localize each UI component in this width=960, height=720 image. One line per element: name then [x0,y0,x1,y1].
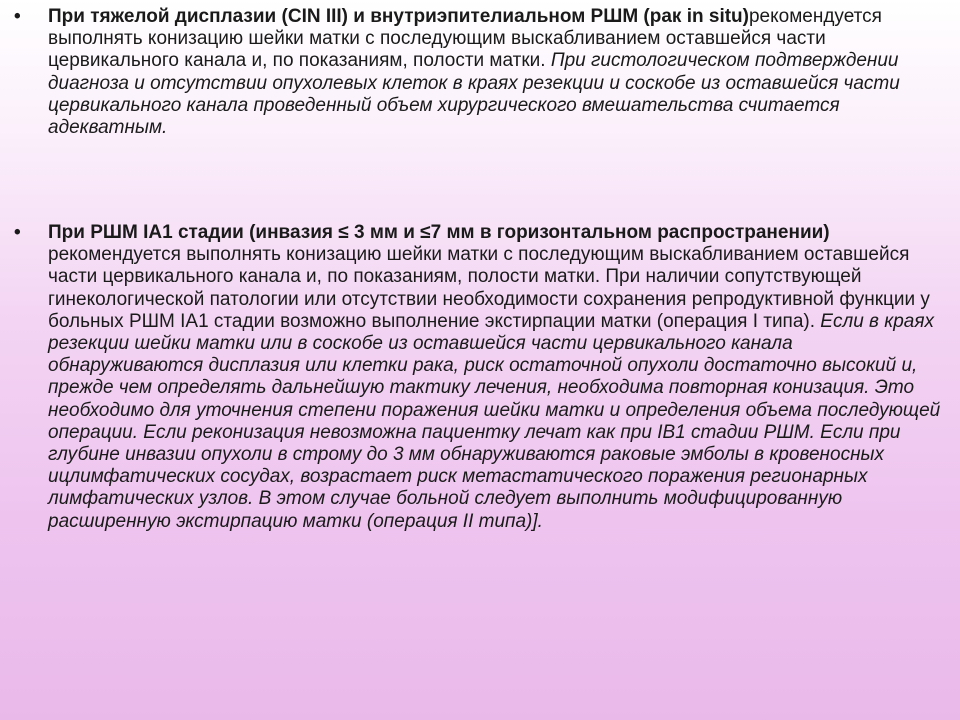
bullet-item-cin3 [8,6,948,139]
bullet-icon: • [14,222,21,243]
bullet-bold-lead: При РШМ IA1 стадии (инвазия ≤ 3 мм и ≤7 мм в горизонтальном распространении) [48,222,830,243]
bullet-body-text: рекомендуется выполнять конизацию шейки матки с последующим выскабливанием оставшейся части цервикального канала и, по показаниям, полости матки. [48,6,882,72]
bullet-body-text: рекомендуется выполнять конизацию шейки матки с последующим выскабливанием оставшейся части цервикального канала и, по показаниям, полости матки. При наличии сопутствующей гинекологической патологии или отсутствии необходимости сохранения репродуктивной функции у больных РШМ IA1 стадии возможно выполнение экстирпации матки (операция I типа). [48,244,930,332]
bullet-italic-text: Если в краях резекции шейки матки или в соскобе из оставшейся части цервикального канала обнаруживаются дисплазия или клетки рака, риск остаточной опухоли достаточно высокий и, прежде чем определять дальнейшую тактику лечения, необходима повторная конизация. Это необходимо для уточнения степени поражения шейки матки и определения объема последующей операции. Если реконизация невозможна пациентку лечат как при IB1 стадии РШМ. Если при глубине инвазии опухоли в строму до 3 мм обнаруживаются раковые эмболы в кровеносных ицлимфатических сосудах, возрастает риск метастатического поражения регионарных лимфатических узлов. В этом случае больной следует выполнить модифицированную расширенную экстирпацию матки (операция II типа)]. [48,310,941,532]
bullet-paragraph [48,6,948,139]
bullet-paragraph [48,222,948,533]
bullet-icon: • [14,6,21,27]
bullet-item-ia1 [8,222,948,533]
bullet-italic-text: При гистологическом подтверждении диагноза и отсутствии опухолевых клеток в краях резекции и соскобе из оставшейся части цервикального канала проведенный объем хирургического вмешательства считается адекватным. [48,50,900,139]
bullet-bold-lead: При тяжелой дисплазии (CIN III) и внутриэпителиальном РШМ (рак in situ) [48,6,749,27]
